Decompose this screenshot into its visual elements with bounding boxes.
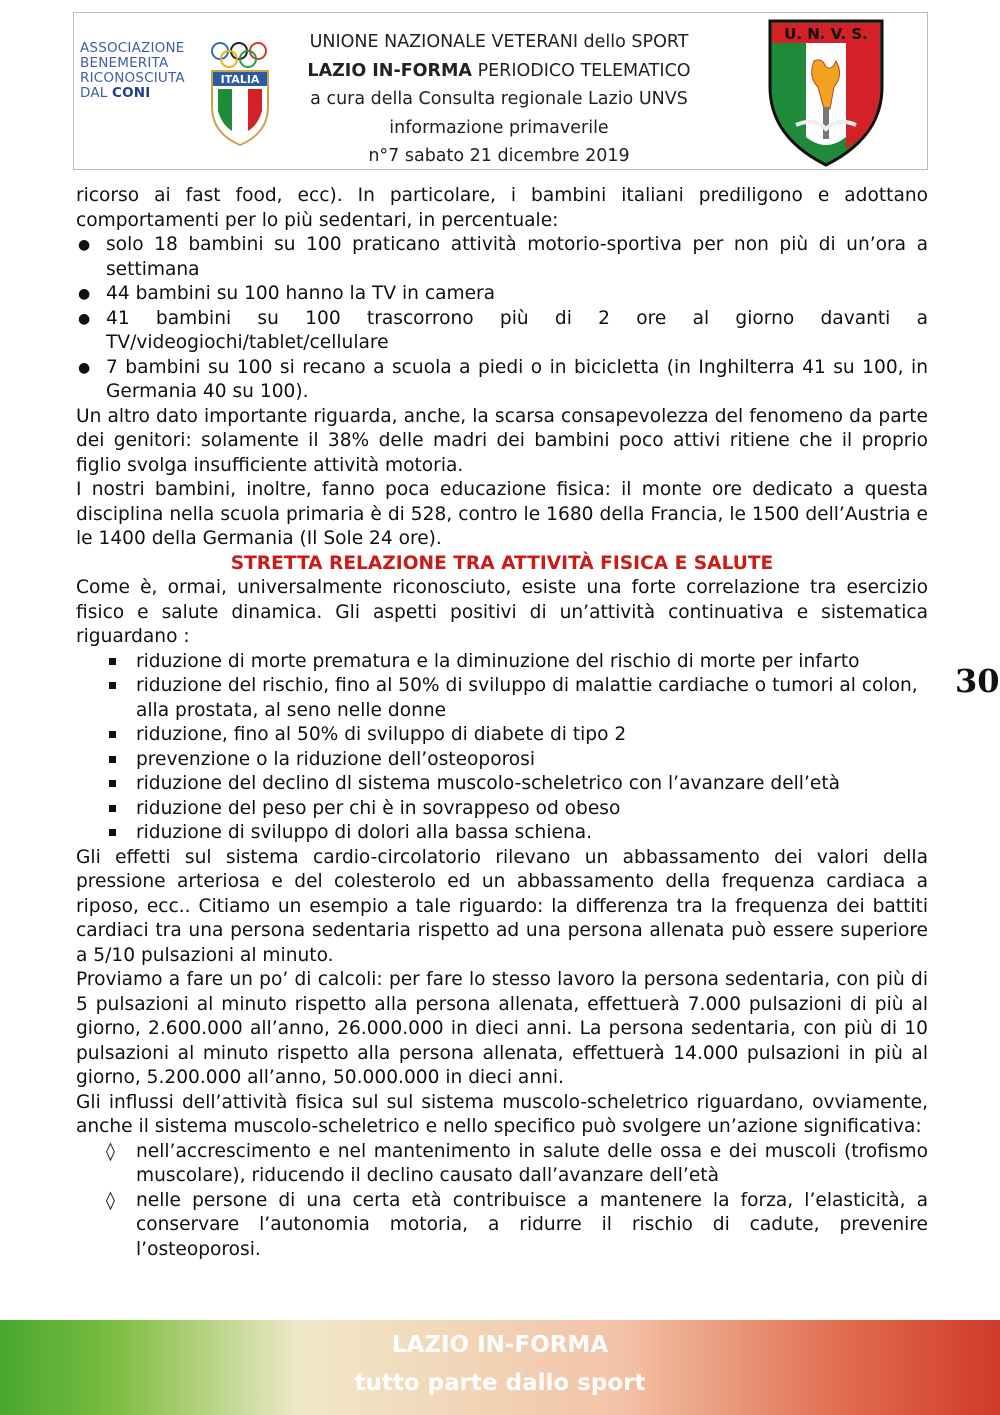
bullet-square-icon [109, 658, 116, 665]
header-line-4: informazione primaverile [389, 117, 609, 138]
list-item: ● 41 bambini su 100 trascorrono più di 2 ore al giorno davanti a TV/videogiochi/tablet/cellulare [78, 307, 928, 353]
bullet-square-icon [109, 731, 116, 738]
list-item: riduzione, fino al 50% di sviluppo di diabete di tipo 2 [76, 723, 928, 748]
svg-text:ITALIA: ITALIA [220, 73, 260, 86]
list-item: ● solo 18 bambini su 100 praticano attività motorio-sportiva per non più di un’ora a settimana [78, 234, 928, 280]
bullet-dot-icon: ● [78, 286, 91, 302]
footer-slogan: tutto parte dallo sport [354, 1370, 646, 1396]
musculoskeletal-list [76, 1140, 928, 1263]
list-item: riduzione di sviluppo di dolori alla bassa schiena. [76, 821, 928, 846]
page-header [73, 12, 928, 170]
header-line-1: UNIONE NAZIONALE VETERANI dello SPORT [309, 32, 689, 52]
coni-logo-line3: RICONOSCIUTA [80, 70, 185, 86]
paragraph-cardio: Gli effetti sul sistema cardio-circolatorio rilevano un abbassamento dei valori della pressione arteriosa e del colesterolo ed un abbassamento della frequenza cardiaca a riposo, ecc.. Citiamo un esempio a tale riguardo: la differenza tra la frequenza dei battiti cardiaci tra una persona sedentaria rispetto ad una persona allenata può essere superiore a 5/10 pulsazioni al minuto. [76, 846, 928, 966]
header-title-block [274, 28, 724, 171]
bullet-dot-icon: ● [78, 359, 91, 376]
benefits-list [76, 650, 928, 846]
coni-logo-line4: DAL CONI [80, 85, 151, 101]
header-line-3: a cura della Consulta regionale Lazio UNVS [310, 89, 688, 109]
list-item: ◊ nelle persone di una certa età contribuisce a mantenere la forza, l’elasticità, a conservare l’autonomia motoria, a ridurre il rischio di cadute, prevenire l’osteoporosi. [106, 1189, 928, 1260]
paragraph-calculations: Proviamo a fare un po’ di calcoli: per fare lo stesso lavoro la persona sedentaria, con più di 5 pulsazioni al minuto rispetto alla persona allenata, effettuerà 7.000 pulsazioni di più al giorno, 2.600.000 all’anno, 26.000.000 in dieci anni. La persona sedentaria, con più di 10 pulsazioni al minuto rispetto alla persona allenata, effettuerà 14.000 pulsazioni in più al giorno, 5.200.000 all’anno, 50.000.000 in dieci anni. [76, 969, 928, 1088]
section-title: STRETTA RELAZIONE TRA ATTIVITÀ FISICA E SALUTE [230, 552, 774, 574]
bullet-square-icon [109, 805, 116, 812]
page-number: 30 [955, 662, 1000, 700]
svg-text:U. N. V. S.: U. N. V. S. [784, 25, 868, 43]
list-item: ● 7 bambini su 100 si recano a scuola a piedi o in bicicletta (in Inghilterra 41 su 100, in Germania 40 su 100). [78, 356, 928, 402]
footer-title: LAZIO IN-FORMA [391, 1332, 609, 1358]
bullet-square-icon [109, 682, 116, 689]
bullet-diamond-icon: ◊ [106, 1189, 115, 1211]
unvs-shield-logo [766, 17, 886, 169]
list-item: riduzione del rischio, fino al 50% di sviluppo di malattie cardiache o tumori al colon, alla prostata, al seno nelle donne [76, 674, 928, 723]
paragraph-intro: ricorso ai fast food, ecc). In particolare, i bambini italiani prediligono e adottano comportamenti per lo più sedentari, in percentuale: [76, 185, 928, 231]
list-item: prevenzione o la riduzione dell’osteoporosi [76, 748, 928, 773]
children-stats-list [76, 233, 928, 405]
list-item: riduzione del peso per chi è in sovrappeso od obeso [76, 797, 928, 822]
header-line-2: LAZIO IN-FORMA PERIODICO TELEMATICO [307, 60, 691, 81]
list-item: ◊ nell’accrescimento e nel mantenimento in salute delle ossa e dei muscoli (trofismo muscolare), riducendo il declino causato dall’avanzare dell’età [106, 1140, 928, 1186]
bullet-dot-icon: ● [78, 310, 91, 327]
header-issue-date: n°7 sabato 21 dicembre 2019 [368, 146, 630, 166]
bullet-square-icon [109, 756, 116, 763]
list-item: ● 44 bambini su 100 hanno la TV in camera [76, 282, 928, 307]
article-body [76, 184, 928, 1262]
bullet-diamond-icon: ◊ [106, 1140, 115, 1162]
bullet-dot-icon: ● [78, 237, 91, 253]
coni-logo-text [80, 41, 210, 101]
coni-logo-line1: ASSOCIAZIONE [80, 40, 185, 56]
list-item: riduzione del declino dl sistema muscolo-scheletrico con l’avanzare dell’età [76, 772, 928, 797]
paragraph-parents: Un altro dato importante riguarda, anche, la scarsa consapevolezza del fenomeno da parte dei genitori: solamente il 38% delle madri dei bambini poco attivi ritiene che il proprio figlio svolga insufficiente attività motoria. [76, 405, 928, 476]
coni-logo-line2: BENEMERITA [80, 55, 169, 71]
paragraph-musculoskeletal: Gli influssi dell’attività fisica sul sul sistema muscolo-scheletrico riguardano, ovviamente, anche il sistema muscolo-scheletrico e nello specifico può svolgere un’azione significativa: [76, 1091, 928, 1137]
bullet-square-icon [109, 829, 116, 836]
list-item: riduzione di morte prematura e la diminuzione del rischio di morte per infarto [76, 650, 928, 675]
olympic-rings-icon [208, 41, 272, 149]
page-footer [0, 1320, 1000, 1415]
paragraph-physical-education: I nostri bambini, inoltre, fanno poca educazione fisica: il monte ore dedicato a questa disciplina nella scuola primaria è di 528, contro le 1680 della Francia, le 1500 dell’Austria e le 1400 della Germania (Il Sole 24 ore). [76, 479, 928, 549]
paragraph-correlation: Come è, ormai, universalmente riconosciuto, esiste una forte correlazione tra esercizio fisico e salute dinamica. Gli aspetti positivi di un’attività continuativa e sistematica riguardano : [76, 577, 928, 647]
coni-logo [80, 41, 272, 161]
bullet-square-icon [109, 780, 116, 787]
